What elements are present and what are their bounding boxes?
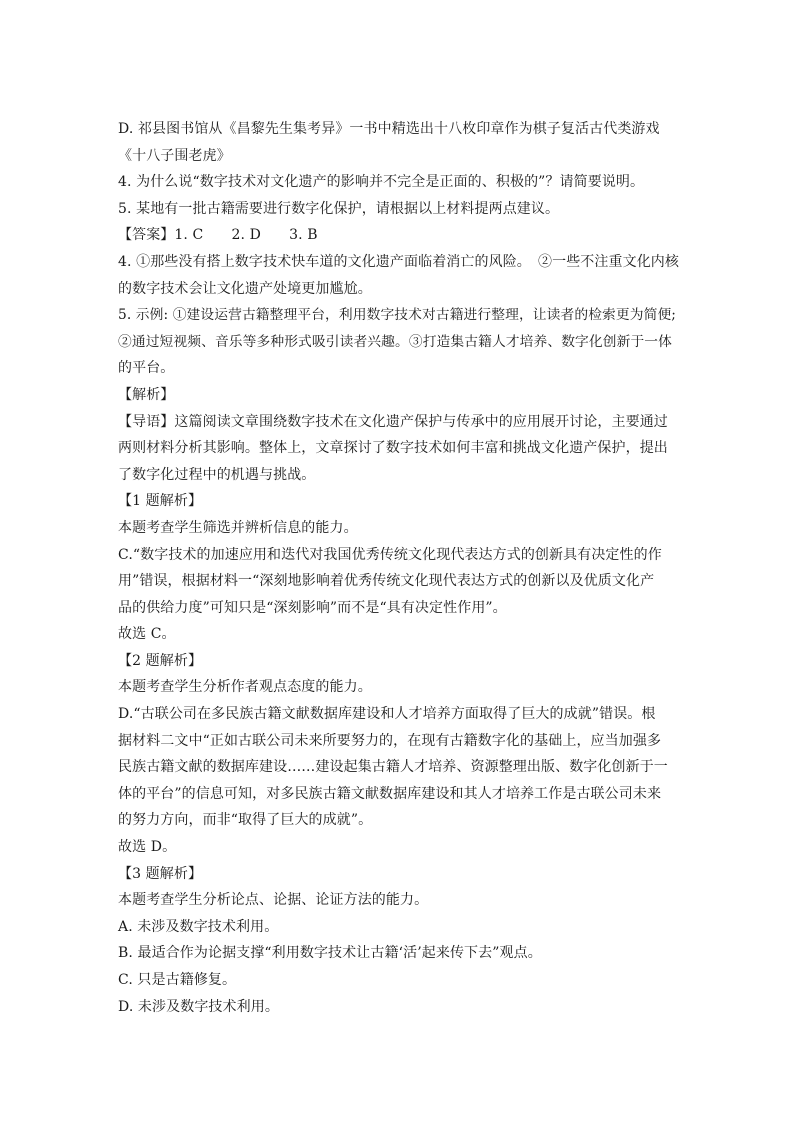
answer-4-line-2: 的数字技术会让文化遗产处境更加尴尬。 [118,280,372,297]
q1-analysis-heading: 【1 题解析】 [118,493,203,510]
answer-5-line-2: ②通过短视频、音乐等多种形式吸引读者兴趣。③打造集古籍人才培养、数字化创新于一体 [118,333,673,350]
question-4: 4. 为什么说“数字技术对文化遗产的影响并不完全是正面的、积极的”？请简要说明。 [118,174,645,191]
answer-4-line-1: 4. ①那些没有搭上数字技术快车道的文化遗产面临着消亡的风险。 ②一些不注重文化内核 [118,253,680,270]
document-page [118,116,680,1020]
intro-line-3: 了数字化过程中的机遇与挑战。 [118,466,316,483]
answer-heading: 【答案】1. C 2. D 3. B [118,227,318,244]
q3-option-c: C. 只是古籍修复。 [118,972,237,988]
q1-text-line-2: 用”错误，根据材料一“深刻地影响着优秀传统文化现代表达方式的创新以及优质文化产 [118,573,655,590]
q2-skill: 本题考查学生分析作者观点态度的能力。 [118,679,372,696]
analysis-heading: 【解析】 [118,386,175,403]
q3-analysis-heading: 【3 题解析】 [118,865,203,882]
q1-choice: 故选 C。 [118,626,176,643]
q2-analysis-heading: 【2 题解析】 [118,652,203,669]
answer-5-line-3: 的平台。 [118,360,175,377]
option-d-line-2: 《十八子围老虎》 [118,147,231,164]
q2-text-line-4: 体的平台”的信息可知，对多民族古籍文献数据库建设和其人才培养工作是古联公司未来 [118,785,662,802]
q1-text-line-1: C.“数字技术的加速应用和迭代对我国优秀传统文化现代表达方式的创新具有决定性的作 [118,546,662,563]
q2-text-line-5: 的努力方向，而非“取得了巨大的成就”。 [118,812,373,829]
q2-text-line-2: 据材料二文中“正如古联公司未来所要努力的，在现有古籍数字化的基础上，应当加强多 [118,732,662,749]
q2-text-line-1: D.“古联公司在多民族古籍文献数据库建设和人才培养方面取得了巨大的成就”错误。根 [118,706,656,723]
intro-line-2: 两则材料分析其影响。整体上，文章探讨了数字技术如何丰富和挑战文化遗产保护，提出 [118,440,668,457]
q3-option-d: D. 未涉及数字技术利用。 [118,998,279,1015]
q1-skill: 本题考查学生筛选并辨析信息的能力。 [118,519,358,536]
intro-line-1: 【导语】这篇阅读文章围绕数字技术在文化遗产保护与传承中的应用展开讨论，主要通过 [118,413,668,430]
q3-skill: 本题考查学生分析论点、论据、论证方法的能力。 [118,892,429,909]
q1-text-line-3: 品的供给力度”可知只是“深刻影响”而不是“具有决定性作用”。 [118,599,507,616]
q2-choice: 故选 D。 [118,839,177,856]
q3-option-a: A. 未涉及数字技术利用。 [118,918,279,935]
question-5: 5. 某地有一批古籍需要进行数字化保护，请根据以上材料提两点建议。 [118,200,560,217]
option-d-line-1: D. 祁县图书馆从《昌黎先生集考异》一书中精选出十八枚印章作为棋子复活古代类游戏 [118,121,660,137]
answer-5-line-1: 5. 示例: ①建设运营古籍整理平台，利用数字技术对古籍进行整理，让读者的检索更为简便; [118,307,677,324]
q3-option-b: B. 最适合作为论据支撑“利用数字技术让古籍‘活’起来传下去”观点。 [118,945,542,962]
q2-text-line-3: 民族古籍文献的数据库建设……建设起集古籍人才培养、资源整理出版、数字化创新于一 [118,759,668,776]
